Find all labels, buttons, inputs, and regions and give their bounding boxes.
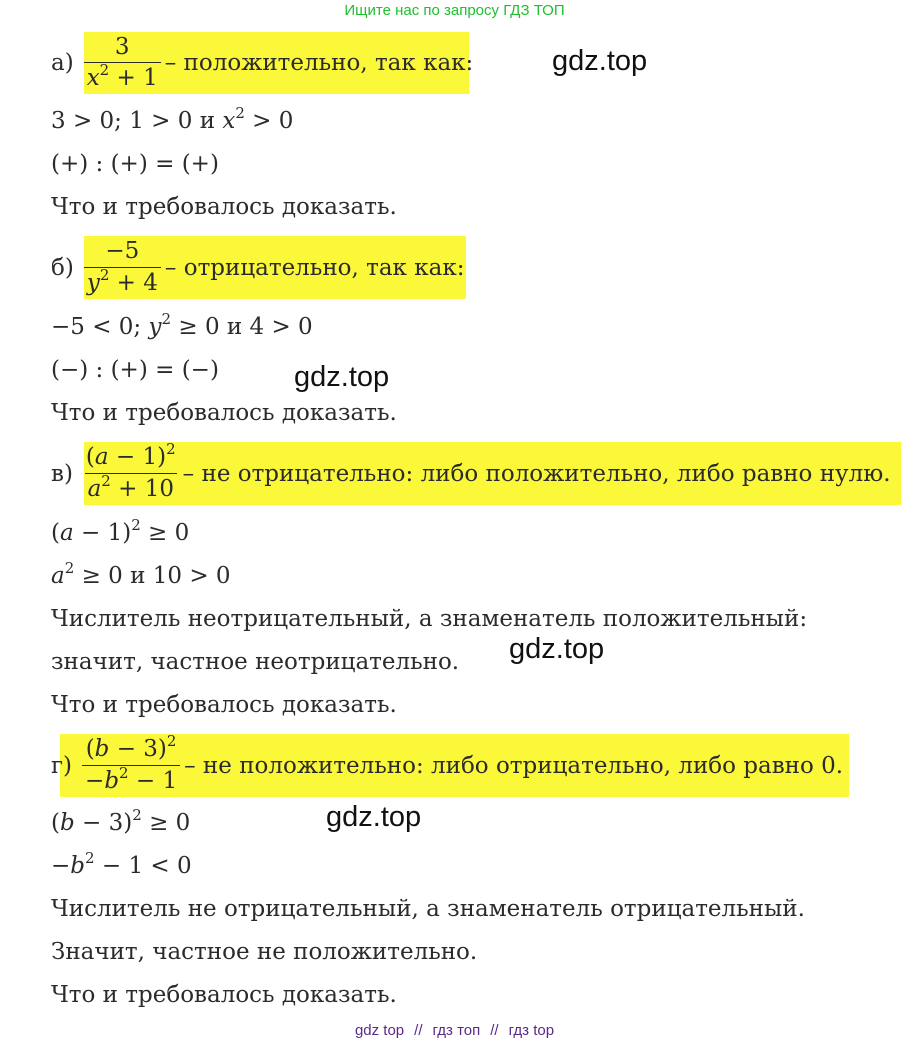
proof-line	[51, 806, 191, 836]
denominator	[84, 267, 161, 296]
conclusion-line: Что и требовалось доказать.	[51, 692, 397, 718]
variable: x	[86, 65, 100, 91]
footer-links	[0, 1022, 909, 1039]
footer-link[interactable]: gdz top	[354, 1022, 405, 1039]
claim-text: – не положительно: либо отрицательно, либо равно 0.	[184, 752, 844, 779]
fraction	[84, 239, 161, 296]
exponent: 2	[131, 516, 141, 534]
numerator: 3	[114, 33, 130, 60]
denominator-rest: − 1	[128, 767, 178, 794]
expr-part: − 3)	[109, 736, 167, 763]
proof-line	[51, 104, 294, 134]
expr-part: (	[85, 444, 95, 471]
exponent: 2	[99, 61, 110, 79]
variable: a	[87, 475, 102, 502]
exponent: 2	[132, 806, 142, 824]
exponent: 2	[235, 104, 245, 122]
variable: b	[104, 767, 120, 794]
watermark: gdz.top	[294, 361, 390, 393]
exponent: 2	[85, 849, 95, 867]
problem-g-statement	[51, 734, 843, 797]
expr-part: − 1 < 0	[94, 853, 192, 879]
expr-part: −	[51, 853, 71, 879]
numerator	[83, 440, 179, 472]
expr-part: > 0	[244, 108, 294, 134]
exponent: 2	[99, 265, 110, 284]
variable: x	[222, 108, 236, 134]
problem-label: в)	[51, 460, 73, 487]
footer-link[interactable]: гдз топ	[432, 1022, 481, 1039]
expr-part: − 1)	[108, 444, 167, 471]
claim-text: – не отрицательно: либо положительно, либо равно нулю.	[182, 460, 891, 487]
footer-separator: //	[490, 1022, 499, 1039]
expr-part: − 3)	[74, 810, 133, 836]
expr-part: ≥ 0 и 4 > 0	[171, 314, 313, 340]
variable: y	[148, 314, 162, 340]
expr-part: (	[51, 520, 60, 546]
proof-line: Числитель не отрицательный, а знаменатель отрицательный.	[51, 896, 805, 922]
exponent: 2	[119, 763, 129, 782]
footer-link[interactable]: гдз top	[508, 1022, 555, 1039]
exponent: 2	[166, 440, 176, 459]
variable: a	[94, 444, 109, 471]
denominator-rest: + 1	[109, 65, 158, 91]
denominator-rest: + 10	[110, 475, 175, 502]
proof-line: Числитель неотрицательный, а знаменатель положительный:	[51, 606, 808, 632]
fraction	[84, 35, 161, 92]
denominator-rest: + 4	[109, 269, 158, 296]
proof-line	[51, 516, 190, 546]
expr-part: −	[85, 767, 105, 794]
expr-part: −5 < 0;	[51, 314, 149, 340]
numerator: −5	[105, 238, 140, 265]
exponent: 2	[161, 310, 172, 328]
variable: a	[59, 520, 74, 546]
variable: b	[70, 853, 86, 879]
fraction	[83, 440, 179, 502]
exponent: 2	[101, 471, 111, 490]
expr-part: ≥ 0 и 10 > 0	[74, 563, 231, 589]
proof-line: Значит, частное не положительно.	[51, 939, 478, 965]
conclusion-line: Что и требовалось доказать.	[51, 194, 397, 220]
expr-part: 3 > 0; 1 > 0 и	[51, 108, 223, 134]
expr-part: (	[85, 736, 95, 763]
variable: a	[51, 563, 65, 589]
expr-part: − 1)	[73, 520, 132, 546]
claim-text: – отрицательно, так как:	[164, 254, 465, 281]
denominator	[85, 473, 177, 502]
variable: b	[59, 810, 75, 836]
problem-b-statement	[51, 236, 464, 299]
watermark: gdz.top	[326, 801, 422, 833]
proof-line	[51, 310, 313, 340]
conclusion-line: Что и требовалось доказать.	[51, 982, 397, 1008]
proof-line	[51, 849, 192, 879]
proof-line	[51, 559, 231, 589]
problem-label: б)	[51, 254, 74, 281]
problem-label: г)	[51, 752, 73, 779]
denominator	[82, 765, 180, 794]
denominator	[84, 62, 161, 91]
variable: b	[94, 736, 110, 763]
proof-line: (+) : (+) = (+)	[51, 151, 219, 177]
claim-text: – положительно, так как:	[164, 50, 474, 76]
problem-v-statement	[51, 442, 891, 505]
proof-line: (−) : (+) = (−)	[51, 357, 219, 383]
footer-separator: //	[414, 1022, 423, 1039]
expr-part: ≥ 0	[140, 520, 190, 546]
expr-part: ≥ 0	[141, 810, 191, 836]
conclusion-line: Что и требовалось доказать.	[51, 400, 397, 426]
variable: y	[86, 269, 100, 296]
proof-line: значит, частное неотрицательно.	[51, 649, 460, 675]
problem-a-statement	[51, 32, 473, 94]
exponent: 2	[166, 732, 177, 751]
watermark: gdz.top	[509, 633, 605, 665]
watermark: gdz.top	[552, 45, 648, 77]
fraction	[82, 732, 180, 794]
expr-part: (	[51, 810, 60, 836]
exponent: 2	[64, 559, 75, 577]
problem-label: а)	[51, 50, 74, 76]
numerator	[83, 732, 180, 764]
search-hint-header: Ищите нас по запросу ГДЗ ТОП	[344, 2, 565, 19]
